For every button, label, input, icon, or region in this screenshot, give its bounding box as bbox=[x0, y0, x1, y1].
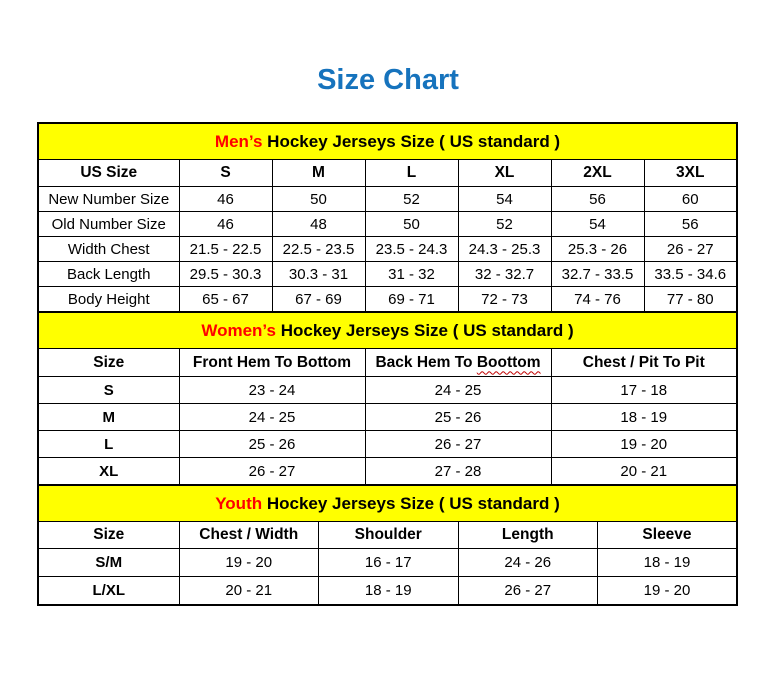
mens-size-cell-4-2: 69 - 71 bbox=[365, 287, 458, 313]
mens-size-cell-2-0: 21.5 - 22.5 bbox=[179, 237, 272, 262]
page-title: Size Chart bbox=[317, 64, 459, 96]
mens-size-cell-0-1: 50 bbox=[272, 187, 365, 212]
mens-column-header-4: XL bbox=[458, 160, 551, 187]
womens-size-cell-2-1: 26 - 27 bbox=[365, 431, 551, 458]
womens-size-cell-2-2: 19 - 20 bbox=[551, 431, 737, 458]
misspelled-word: Boottom bbox=[476, 353, 541, 371]
mens-header-row bbox=[38, 160, 737, 187]
mens-size-cell-1-1: 48 bbox=[272, 212, 365, 237]
mens-table-row-2 bbox=[38, 237, 737, 262]
mens-table-row-3 bbox=[38, 262, 737, 287]
youth-size-cell-0-3: 18 - 19 bbox=[598, 549, 738, 577]
mens-column-header-0: US Size bbox=[38, 160, 179, 187]
womens-size-cell-1-0: 24 - 25 bbox=[179, 404, 365, 431]
youth-banner-accent: Youth bbox=[215, 493, 263, 513]
mens-column-header-5: 2XL bbox=[551, 160, 644, 187]
mens-size-table bbox=[37, 122, 738, 313]
womens-size-cell-3-0: 26 - 27 bbox=[179, 458, 365, 486]
size-tables-container bbox=[37, 122, 738, 606]
youth-banner-row bbox=[38, 485, 737, 522]
mens-row-label-2: Width Chest bbox=[38, 237, 179, 262]
womens-row-label-2: L bbox=[38, 431, 179, 458]
womens-size-cell-3-1: 27 - 28 bbox=[365, 458, 551, 486]
mens-size-cell-0-4: 56 bbox=[551, 187, 644, 212]
youth-size-table bbox=[37, 484, 738, 606]
womens-size-cell-0-2: 17 - 18 bbox=[551, 377, 737, 404]
womens-size-cell-1-1: 25 - 26 bbox=[365, 404, 551, 431]
youth-row-label-0: S/M bbox=[38, 549, 179, 577]
mens-size-cell-3-3: 32 - 32.7 bbox=[458, 262, 551, 287]
womens-banner-accent: Women’s bbox=[201, 320, 276, 340]
youth-table-row-0 bbox=[38, 549, 737, 577]
mens-row-label-3: Back Length bbox=[38, 262, 179, 287]
womens-size-cell-0-0: 23 - 24 bbox=[179, 377, 365, 404]
womens-table-row-1 bbox=[38, 404, 737, 431]
womens-column-header-1: Front Hem To Bottom bbox=[179, 349, 365, 377]
mens-size-cell-1-3: 52 bbox=[458, 212, 551, 237]
mens-size-cell-2-4: 25.3 - 26 bbox=[551, 237, 644, 262]
mens-column-header-6: 3XL bbox=[644, 160, 737, 187]
womens-row-label-0: S bbox=[38, 377, 179, 404]
youth-size-cell-1-3: 19 - 20 bbox=[598, 577, 738, 606]
womens-column-header-3: Chest / Pit To Pit bbox=[551, 349, 737, 377]
mens-column-header-3: L bbox=[365, 160, 458, 187]
mens-size-cell-1-4: 54 bbox=[551, 212, 644, 237]
mens-size-cell-1-0: 46 bbox=[179, 212, 272, 237]
youth-row-label-1: L/XL bbox=[38, 577, 179, 606]
youth-column-header-2: Shoulder bbox=[319, 522, 459, 549]
mens-banner-accent: Men’s bbox=[214, 131, 263, 151]
mens-table-row-0 bbox=[38, 187, 737, 212]
youth-column-header-4: Sleeve bbox=[598, 522, 738, 549]
youth-size-cell-1-2: 26 - 27 bbox=[458, 577, 598, 606]
mens-section-banner: Men’s Hockey Jerseys Size ( US standard ) bbox=[38, 123, 737, 160]
youth-section-banner: Youth Hockey Jerseys Size ( US standard ) bbox=[38, 485, 737, 522]
womens-section-banner: Women’s Hockey Jerseys Size ( US standard ) bbox=[38, 312, 737, 349]
youth-size-cell-0-2: 24 - 26 bbox=[458, 549, 598, 577]
womens-size-table bbox=[37, 311, 738, 486]
mens-column-header-2: M bbox=[272, 160, 365, 187]
mens-column-header-1: S bbox=[179, 160, 272, 187]
womens-size-cell-1-2: 18 - 19 bbox=[551, 404, 737, 431]
mens-size-cell-3-2: 31 - 32 bbox=[365, 262, 458, 287]
youth-column-header-3: Length bbox=[458, 522, 598, 549]
mens-size-cell-0-5: 60 bbox=[644, 187, 737, 212]
youth-size-cell-1-1: 18 - 19 bbox=[319, 577, 459, 606]
mens-size-cell-4-4: 74 - 76 bbox=[551, 287, 644, 313]
youth-size-cell-0-1: 16 - 17 bbox=[319, 549, 459, 577]
mens-size-cell-2-2: 23.5 - 24.3 bbox=[365, 237, 458, 262]
youth-header-row bbox=[38, 522, 737, 549]
mens-size-cell-0-3: 54 bbox=[458, 187, 551, 212]
youth-size-cell-1-0: 20 - 21 bbox=[179, 577, 319, 606]
youth-size-cell-0-0: 19 - 20 bbox=[179, 549, 319, 577]
mens-row-label-0: New Number Size bbox=[38, 187, 179, 212]
womens-table-row-3 bbox=[38, 458, 737, 486]
mens-size-cell-1-2: 50 bbox=[365, 212, 458, 237]
womens-column-header-0: Size bbox=[38, 349, 179, 377]
mens-size-cell-3-0: 29.5 - 30.3 bbox=[179, 262, 272, 287]
mens-size-cell-3-4: 32.7 - 33.5 bbox=[551, 262, 644, 287]
mens-size-cell-2-3: 24.3 - 25.3 bbox=[458, 237, 551, 262]
womens-size-cell-2-0: 25 - 26 bbox=[179, 431, 365, 458]
womens-header-row bbox=[38, 349, 737, 377]
mens-table-row-1 bbox=[38, 212, 737, 237]
mens-size-cell-3-5: 33.5 - 34.6 bbox=[644, 262, 737, 287]
mens-size-cell-2-1: 22.5 - 23.5 bbox=[272, 237, 365, 262]
womens-table-row-0 bbox=[38, 377, 737, 404]
womens-banner-row bbox=[38, 312, 737, 349]
youth-column-header-1: Chest / Width bbox=[179, 522, 319, 549]
mens-size-cell-4-1: 67 - 69 bbox=[272, 287, 365, 313]
womens-table-row-2 bbox=[38, 431, 737, 458]
mens-row-label-1: Old Number Size bbox=[38, 212, 179, 237]
womens-row-label-1: M bbox=[38, 404, 179, 431]
mens-size-cell-0-2: 52 bbox=[365, 187, 458, 212]
womens-size-cell-3-2: 20 - 21 bbox=[551, 458, 737, 486]
mens-row-label-4: Body Height bbox=[38, 287, 179, 313]
mens-size-cell-4-5: 77 - 80 bbox=[644, 287, 737, 313]
youth-column-header-0: Size bbox=[38, 522, 179, 549]
mens-size-cell-2-5: 26 - 27 bbox=[644, 237, 737, 262]
mens-size-cell-4-3: 72 - 73 bbox=[458, 287, 551, 313]
mens-size-cell-0-0: 46 bbox=[179, 187, 272, 212]
mens-size-cell-4-0: 65 - 67 bbox=[179, 287, 272, 313]
youth-table-row-1 bbox=[38, 577, 737, 606]
womens-size-cell-0-1: 24 - 25 bbox=[365, 377, 551, 404]
womens-row-label-3: XL bbox=[38, 458, 179, 486]
mens-size-cell-1-5: 56 bbox=[644, 212, 737, 237]
womens-column-header-2: Back Hem To Boottom bbox=[365, 349, 551, 377]
mens-size-cell-3-1: 30.3 - 31 bbox=[272, 262, 365, 287]
mens-table-row-4 bbox=[38, 287, 737, 313]
mens-banner-row bbox=[38, 123, 737, 160]
